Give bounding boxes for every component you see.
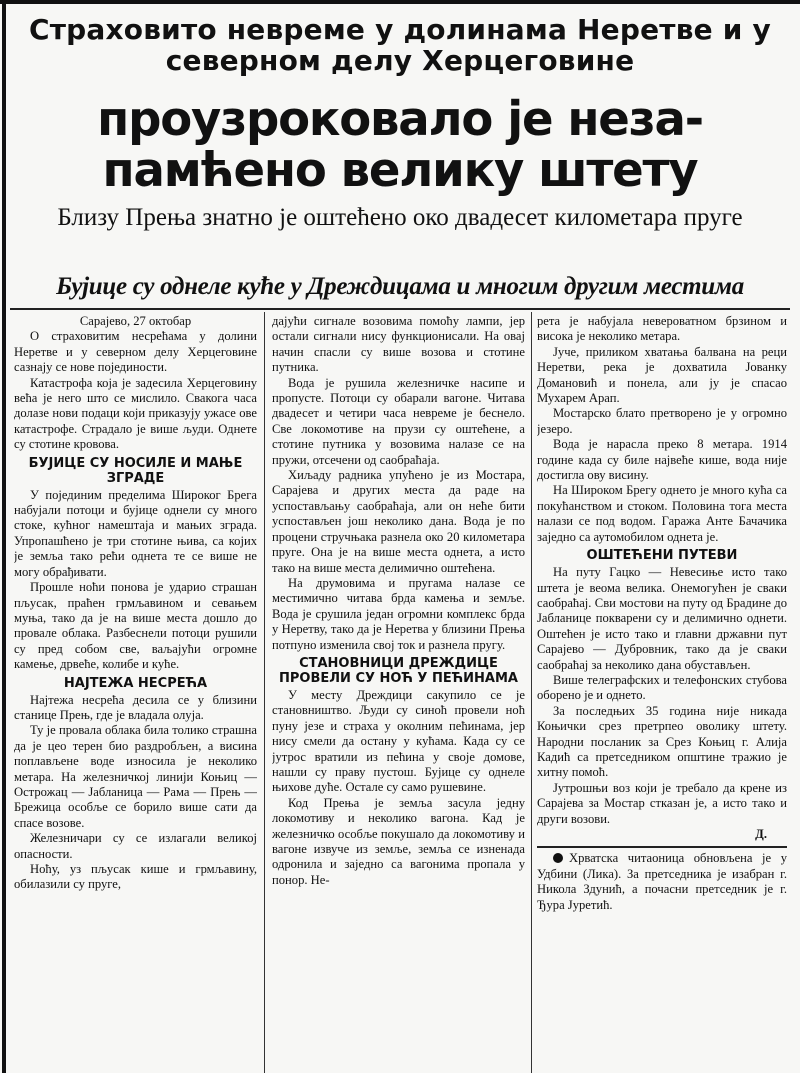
deck-headline: Близу Прења знатно је оштећено око двадесет километара пруге bbox=[57, 204, 743, 231]
paragraph: Код Прења је земља засула једну локомотиву и неколико вагона. Кад је железничко особље покушало да локомотиву и вагоне извуче из земље, земља се изненада одронила и заједно са вагонима пропала у понор. Не- bbox=[272, 795, 525, 887]
main-headline: проузроковало је неза- памћено велику штету bbox=[97, 92, 703, 198]
short-news-rule bbox=[537, 846, 787, 848]
paragraph: Јутрошњи воз који је требало да крене из Сарајева за Мостар стказан је, а исто тако и други возови. bbox=[537, 780, 787, 826]
headline-rule bbox=[10, 308, 790, 310]
paragraph: Вода је рушила железничке насипе и пропусте. Потоци су обарали вагоне. Читава двадесет и четири часа невреме је беснело. Све локомотиве на прузи су оштећене, а стотине путника у возовима налазе се на пружи, отсечени од саобраћаја. bbox=[272, 375, 525, 467]
subheadline: Бујице су однеле куће у Дреждицама и многим другим местима bbox=[56, 273, 744, 300]
paragraph: У појединим пределима Широког Брега набујали потоци и бујице однели су много стоке, кућног намештаја и мањих зграда. Упропашћено је три стотине њива, са којих је земља тако рећи однета те се више не могу обрађивати. bbox=[14, 487, 257, 579]
paragraph: Јуче, приликом хватања балвана на реци Неретви, река је дохватила Јованку Домановић и понела, али ју је спасао Мухарем Арап. bbox=[537, 344, 787, 406]
kicker-headline: Страховито невреме у долинама Неретве и у северном делу Херцеговине bbox=[29, 13, 771, 77]
paragraph: За последњих 35 година није никада Коњички срез претрпео овoлику штету. Народни посланик за Срез Коњиц г. Алија Кадић са претседником општине тражио је хитну помоћ. bbox=[537, 703, 787, 780]
section-heading: СТАНОВНИЦИ ДРЕЖДИЦЕ ПРОВЕЛИ СУ НОЋ У ПЕЋИНАМА bbox=[279, 655, 518, 686]
column-divider bbox=[531, 312, 532, 1073]
paragraph: Ноћу, уз пљусак кише и грмљавину, обилазили су пруге, bbox=[14, 862, 257, 892]
paragraph: Мостарско блато претворено је у огромно језеро. bbox=[537, 406, 787, 436]
paragraph: Више телеграфских и телефонских стубова оборено је и однето. bbox=[537, 672, 787, 703]
paragraph: Најтежа несрећа десила се у близини станице Прењ, где је владала олуја. bbox=[14, 692, 257, 722]
short-news-item bbox=[537, 851, 787, 913]
paragraph: рeта је набујала невероватном брзином и висока је неколико метара. bbox=[537, 314, 787, 344]
column-1 bbox=[14, 314, 257, 1072]
paragraph: Прошле ноћи понова је ударио страшан пљусак, праћен грмљавином и севањем муња, тако да је на више места дошло до провале облака. Разбеснели потоци рушили су пред собом све, ваљајући огромне камење, дрвеће, колибе и куће. bbox=[14, 580, 257, 672]
left-border bbox=[2, 0, 6, 1073]
section-heading: НАЈТЕЖА НЕСРЕЋА bbox=[63, 675, 208, 691]
paragraph: дајући сигнале возовима помоћу лампи, јер остали сигнали нису функционисали. На овај начин спасли су више возова и стотине путника. bbox=[272, 314, 525, 375]
paragraph: Вода је нарасла преко 8 метара. 1914 године када су биле највеће кише, вода није достигла ову висину. bbox=[537, 437, 787, 483]
author-signature: Д. bbox=[755, 827, 767, 841]
section-heading: ОШТЕЋЕНИ ПУТЕВИ bbox=[586, 548, 738, 564]
paragraph: У месту Дреждици сакупило се је становништво. Људи су синоћ провели ноћ пуну језе и страха у околним пећинама, јер нису смели да остану у кућама. Када су се јутрос вратили из пећина у своје домове, нашли су праву пустош. Бујице су однеле њихове дуће. Остале су само рушевине. bbox=[272, 687, 525, 795]
dateline: Сарајево, 27 октобар bbox=[79, 314, 192, 328]
column-divider bbox=[264, 312, 265, 1073]
paragraph: Катастрофа која је задесила Херцеговину већа је него што се мислило. Свакога часа долазе нови подаци који приказују ужасе ове катастрофе. Страдало је више људи. Однете су стотине кровова. bbox=[14, 375, 257, 452]
section-heading: БУЈИЦЕ СУ НОСИЛЕ И МАЊЕ ЗГРАДЕ bbox=[28, 455, 243, 486]
bullet-icon bbox=[553, 853, 563, 863]
paragraph: На путу Гацко — Невесиње исто тако штета је веома велика. Онемогућен је сваки саобраћај. Сви мостови на путу од Брадине до Јабланице покварени су и делимично однети. Оштећен је исто тако и главни државни пут Сарајево — Дубровник, тако да је сваки саобраћај за неколико дана обустављен. bbox=[537, 565, 787, 672]
paragraph: О страховитим несрећама у долини Неретве и у северном делу Херцеговине сазнају се нове појединости. bbox=[14, 329, 257, 375]
column-2 bbox=[272, 314, 525, 1072]
top-border bbox=[0, 0, 800, 4]
paragraph: Железничари су се излагали великој опасности. bbox=[14, 831, 257, 861]
short-news-text: Хрватска читаоница обновљена је у Удбини (Лика). За претседника је изабран г. Никола Здунић, а почасни претседник је г. Ђура Јуретић. bbox=[537, 851, 787, 912]
column-3 bbox=[537, 314, 787, 1072]
paragraph: На Широком Брегу однето је много кућа са покућанством и стоком. Половина тога места налази се под водом. Гаража Анте Бачачика заједно са аутомобилом однета је. bbox=[537, 483, 787, 544]
paragraph: Хиљаду радника упућено је из Мостара, Сарајева и других места да раде на успостављању саобраћаја, али он неће бити успостављен још неколико дана. Вода је по процени стручњака разнела око 20 километара пруге. Она је на више места однета, а исто тако на више места делимично оштећена. bbox=[272, 468, 525, 575]
paragraph: На друмовима и пругама налазе се местимично читава брда камења и земље. Вода је срушила један огромни комплекс брда у Неретву, тако да је Неретва у близини Прења потпуно изменила свој ток и разнела пругу. bbox=[272, 575, 525, 652]
paragraph: Ту је провала облака била толико страшна да је цео терен био раздробљен, а висина поплављене воде износила је неколико метара. На железничкој линији Коњиц — Острожац — Јабланица — Рама — Прењ — Брежица особље се борило више сати да спасе возове. bbox=[14, 723, 257, 830]
